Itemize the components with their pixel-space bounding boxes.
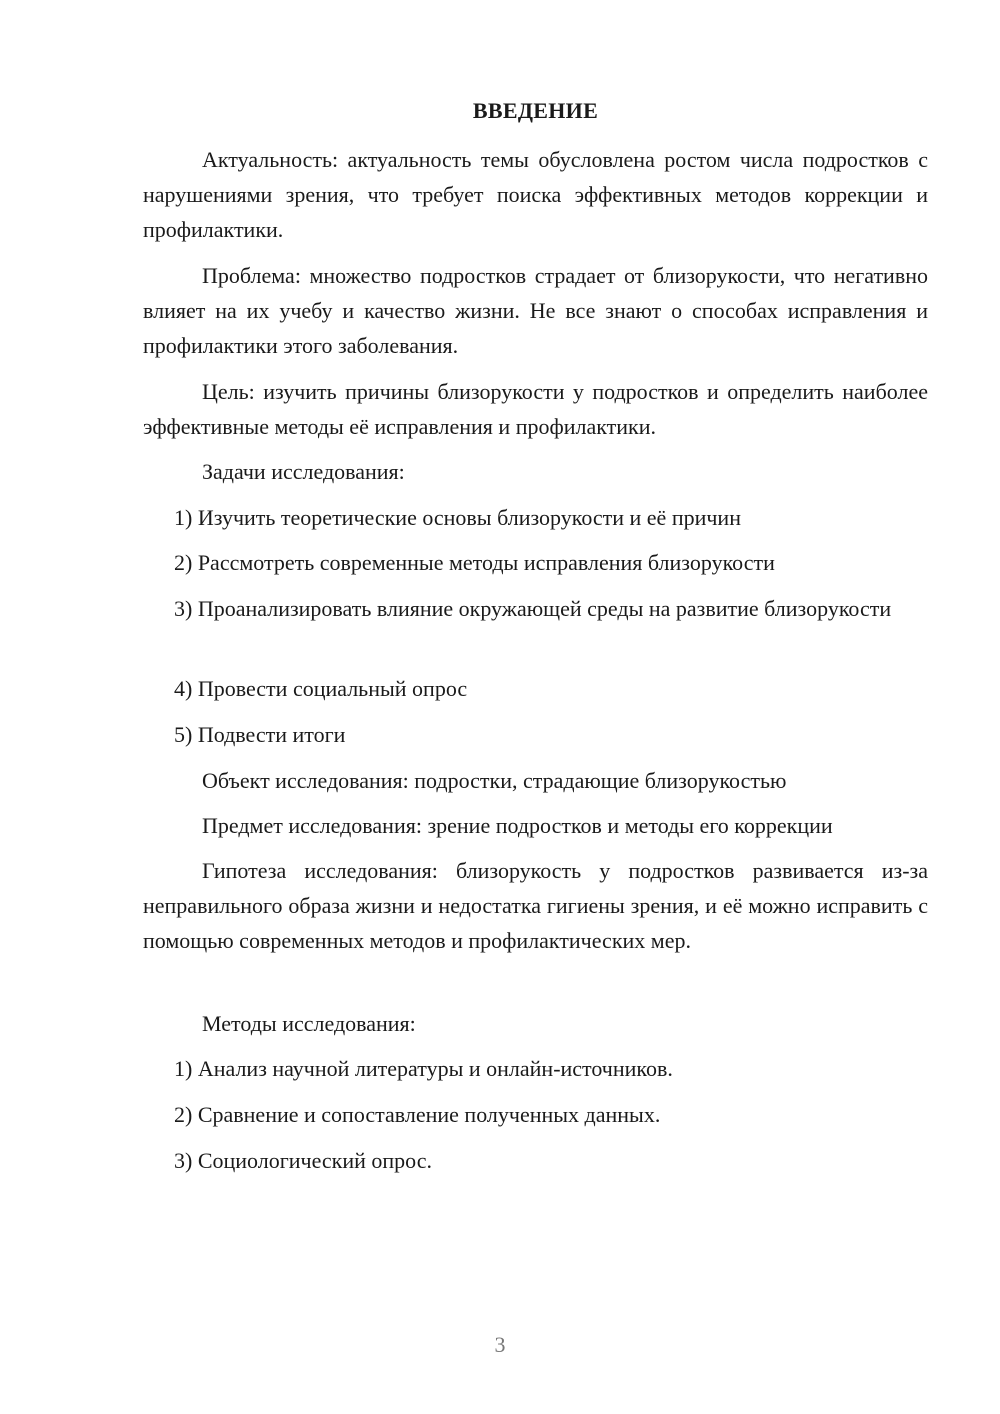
methods-heading: Методы исследования: — [202, 1011, 416, 1036]
task-item: 5) Подвести итоги — [174, 722, 346, 747]
page-number: 3 — [494, 1332, 506, 1357]
section-title: ВВЕДЕНИЕ — [472, 98, 599, 123]
task-item: 4) Провести социальный опрос — [174, 676, 468, 701]
hypothesis-paragraph: Гипотеза исследования: близорукость у подростков развивается из-за неправильного образа жизни и недостатка гигиены зрения, и её можно исправить с помощью современных методов и профилактических мер. — [143, 858, 928, 953]
task-item: 2) Рассмотреть современные методы исправления близорукости — [174, 550, 775, 575]
method-item: 1) Анализ научной литературы и онлайн-источников. — [174, 1056, 673, 1081]
relevance-paragraph: Актуальность: актуальность темы обусловлена ростом числа подростков с нарушениями зрения, что требует поиска эффективных методов коррекции и профилактики. — [143, 147, 928, 242]
method-item: 3) Социологический опрос. — [174, 1148, 432, 1173]
goal-paragraph: Цель: изучить причины близорукости у подростков и определить наиболее эффективные методы её исправления и профилактики. — [143, 379, 928, 439]
subject-paragraph: Предмет исследования: зрение подростков и методы его коррекции — [202, 813, 833, 838]
tasks-heading: Задачи исследования: — [202, 459, 405, 484]
task-item: 3) Проанализировать влияние окружающей среды на развитие близорукости — [174, 596, 892, 621]
problem-paragraph: Проблема: множество подростков страдает от близорукости, что негативно влияет на их учебу и качество жизни. Не все знают о способах исправления и профилактики этого заболевания. — [143, 263, 928, 358]
object-paragraph: Объект исследования: подростки, страдающие близорукостью — [202, 768, 787, 793]
method-item: 2) Сравнение и сопоставление полученных данных. — [174, 1102, 661, 1127]
task-item: 1) Изучить теоретические основы близорукости и её причин — [174, 505, 741, 530]
